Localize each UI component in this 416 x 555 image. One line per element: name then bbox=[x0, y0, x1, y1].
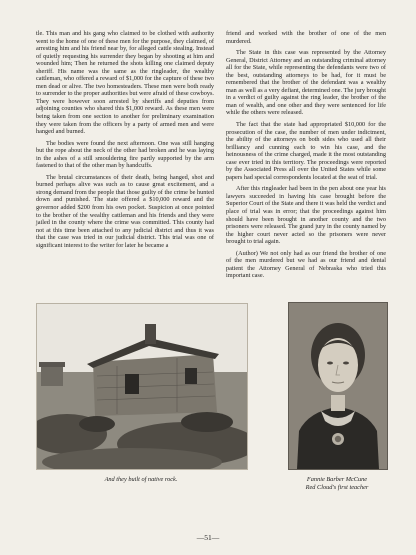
portrait-caption bbox=[286, 476, 388, 492]
page-number: —51— bbox=[196, 533, 220, 542]
stone-house-photo bbox=[36, 303, 248, 470]
right-text-column bbox=[226, 30, 386, 284]
paragraph: friend and worked with the brother of one of the men murdered. bbox=[226, 30, 386, 45]
paragraph: (Author) We not only had as our friend the brother of one of the men murdered but we had as our friend and dental patient the Attorney General of Nebraska who tried this important case. bbox=[226, 249, 386, 280]
photo-caption bbox=[36, 476, 246, 484]
paragraph: tle. This man and his gang who claimed to be clothed with authority went to the home of one of these men for the purpose, they claimed, of arresting him and his friend near by, for alleged cattle stealing. Instead of quietly requesting his surrender they began by shooting at him and wounded him; Then he returned the shots killing one claimed deputy sheriff. His name was the same as the ringleader, the wealthy cattleman, who offered a reward of $1,000 for the capture of these two men dead or alive. The two homesteaders. These men were both ready to surrender to the proper authorities but were afraid of these cowboys. They were however soon arrested by sheriffs and deputies from adjoining counties who shared this $1,000 reward. As these men were being taken from one section to another for preliminary examination they were taken from the officers by a party of armed men and were hanged and burned. bbox=[36, 30, 214, 136]
left-text-column bbox=[36, 30, 214, 253]
paragraph: After this ringleader had been in the pen about one year his lawyers succeeded in having his case brought before the Superior Court of the State and there it was held the verdict and place of trial was in error; that the proceedings against him should have been brought in another county and the two prisoners were released. The grand jury in the county named by the higher court never acted so the prisoners were never brought to trial again. bbox=[226, 185, 386, 246]
portrait-illustration bbox=[289, 303, 387, 469]
caption-title: Red Cloud's first teacher bbox=[305, 484, 369, 491]
stone-house-illustration bbox=[37, 304, 247, 469]
paragraph: The fact that the state had appropriated $10,000 for the prosecution of the case, the number of men under indictment, the ability of the attorneys on both sides who used all their brilliancy and cunning each to win his case, and the heinousness of the crime charged, made it the most outstanding case ever tried in this territory. The proceedings were reported by the Associated Press all over the United States while some papers had special correspondents located at the seat of trial. bbox=[226, 121, 386, 181]
caption-name: Fannie Barber McCune bbox=[306, 476, 368, 483]
paragraph: The bodies were found the next afternoon. One was still hanging but the rope about the neck of the other had broken and he was laying in the ashes of a still smouldering fire partly supported by the arm fastened to that of the other man by handcuffs. bbox=[36, 139, 214, 170]
caption-text: And they built of native rock. bbox=[104, 476, 178, 483]
portrait-photo bbox=[288, 302, 388, 470]
paragraph: The State in this case was represented by the Attorney General, District Attorney and an outstanding criminal attorney all for the State, while representing the defendants were two of the best, outstanding attorneys to be had, for it must be remembered that the brother of the defendant was a wealthy man as well as a very defiant, determined one. The jury brought in a verdict of guilty against the ring leader, the brother of the man of wealth, and one other and they were sentenced for life while the others were released. bbox=[226, 49, 386, 117]
paragraph: The brutal circumstances of their death, being hanged, shot and burned perhaps alive was such as to cause great excitement, and a strong demand from the people that those guilty of the crime be hunted down and punished. The state offered a $10,000 reward and the governor added $200 from his own pocket. Suspicion at once pointed to the brother of the wealthy cattleman and his friends and they were jailed in the county where the crime was committed. This county had not at this time been attached to any judicial district and thus it was that the case was tried in our judicial district. This trial was one of significant interest to the writer for later he became a bbox=[36, 173, 214, 249]
